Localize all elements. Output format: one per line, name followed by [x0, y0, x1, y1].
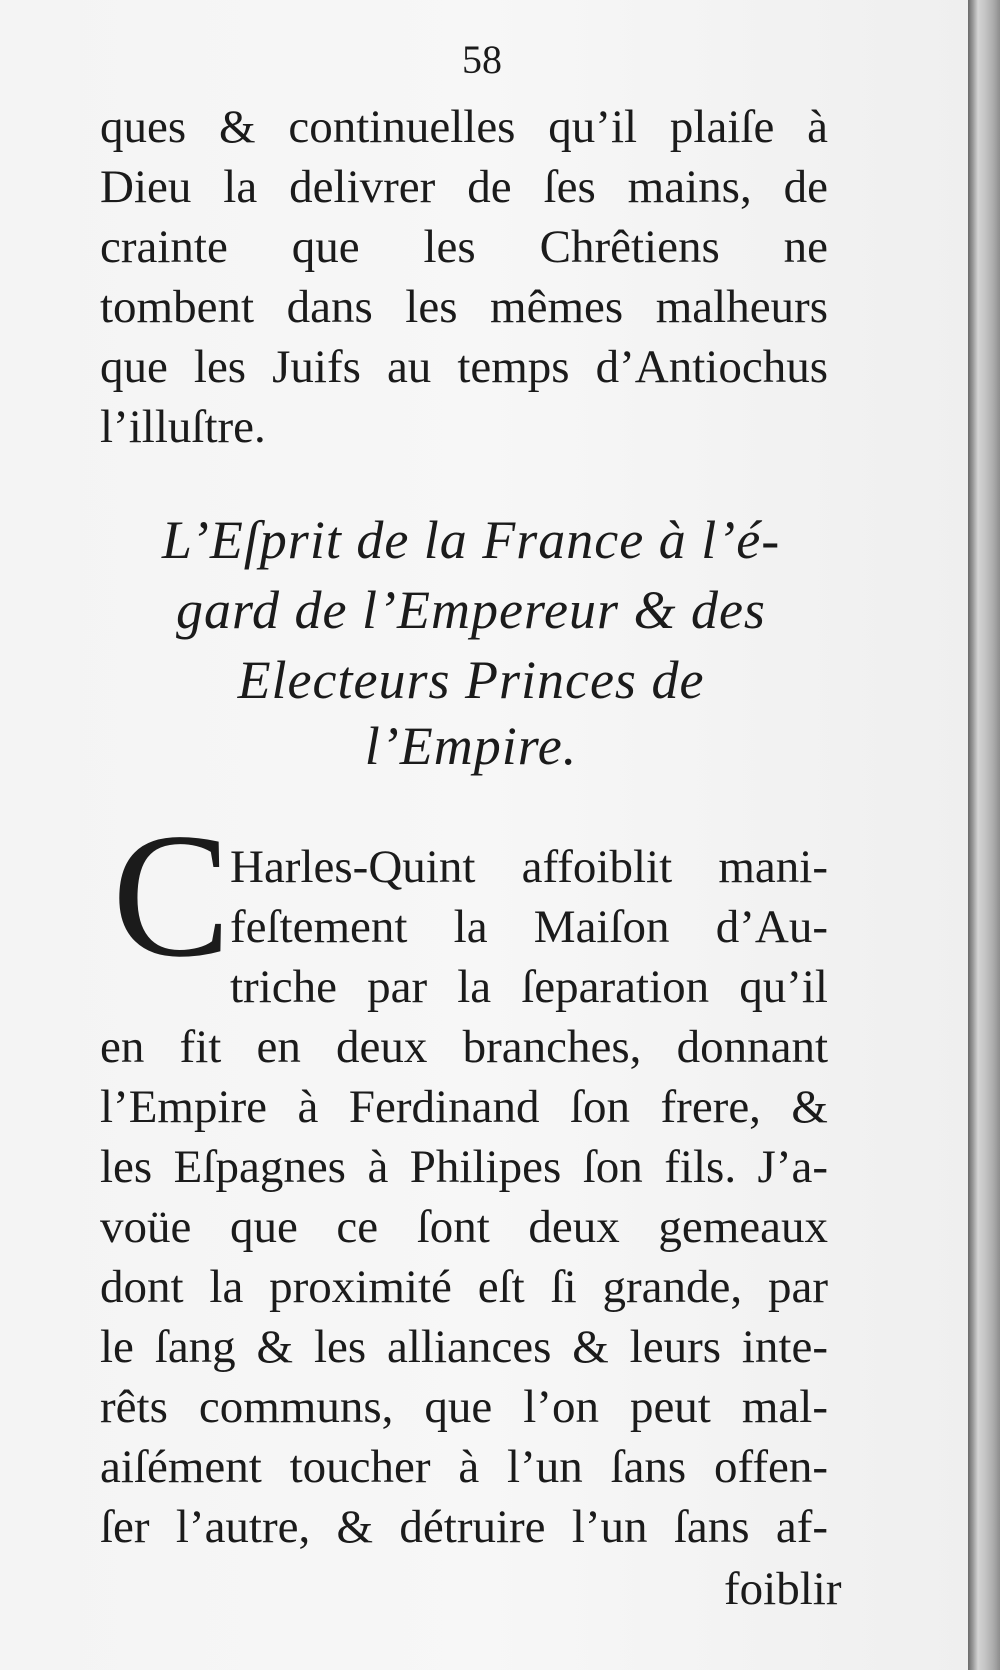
text-line: triche par la ſeparation qu’il [230, 961, 828, 1013]
text-line: rêts communs, que l’on peut mal- [100, 1381, 828, 1433]
text-line: Dieu la delivrer de ſes mains, de [100, 161, 828, 213]
book-spine-edge [968, 0, 1000, 1670]
text-line: aiſément toucher à l’un ſans offen- [100, 1441, 828, 1493]
page-number: 58 [462, 37, 502, 82]
text-line: l’Empire à Ferdinand ſon frere, & [100, 1081, 828, 1133]
text-line: que les Juifs au temps d’Antiochus [100, 341, 828, 393]
section-title-line: L’Eſprit de la France à l’é- [161, 510, 781, 570]
text-line: ſer l’autre, & détruire l’un ſans af- [100, 1501, 828, 1553]
text-line: ques & continuelles qu’il plaiſe à [100, 101, 828, 153]
text-line: feſtement la Maiſon d’Au- [230, 901, 828, 953]
section-title-line: Electeurs Princes de [237, 650, 705, 710]
text-line: tombent dans les mêmes malheurs [100, 281, 828, 333]
section-title-line: l’Empire. [364, 716, 578, 776]
catchword: foiblir [724, 1563, 842, 1615]
text-line: le ſang & les alliances & leurs inte- [100, 1321, 828, 1373]
section-title-line: gard de l’Empereur & des [176, 580, 766, 640]
text-line: voüe que ce ſont deux gemeaux [100, 1201, 828, 1253]
drop-cap: C [112, 796, 231, 994]
text-line: l’illuſtre. [100, 401, 266, 453]
text-line: crainte que les Chrêtiens ne [100, 221, 828, 273]
text-line: Harles-Quint affoiblit mani- [230, 841, 828, 893]
text-line: dont la proximité eſt ſi grande, par [100, 1261, 828, 1313]
text-line: en fit en deux branches, donnant [100, 1021, 828, 1073]
text-line: les Eſpagnes à Philipes ſon fils. J’a- [100, 1141, 828, 1193]
